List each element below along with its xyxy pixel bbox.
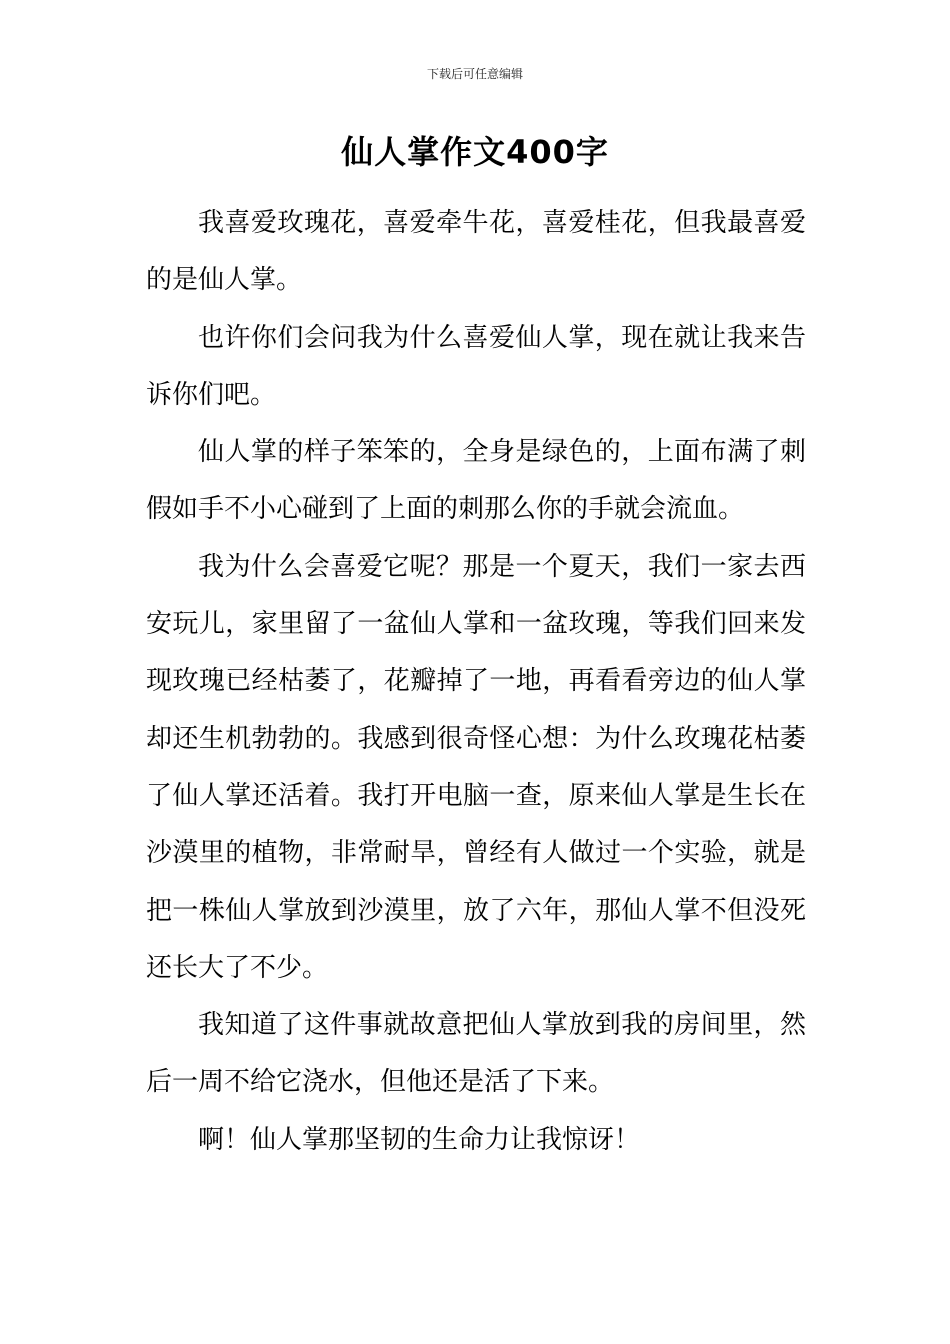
essay-body [146,195,806,1169]
paragraph-5: 我知道了这件事就故意把仙人掌放到我的房间里，然后一周不给它浇水，但他还是活了下来。 [146,1010,806,1098]
paragraph-3: 仙人掌的样子笨笨的，全身是绿色的，上面布满了刺假如手不小心碰到了上面的刺那么你的手就会流血。 [146,437,806,525]
page-header: 下载后可任意编辑 [426,67,523,81]
paragraph-4: 我为什么会喜爱它呢？那是一个夏天，我们一家去西安玩儿，家里留了一盆仙人掌和一盆玫瑰，等我们回来发现玫瑰已经枯萎了，花瓣掉了一地，再看看旁边的仙人掌却还生机勃勃的。我感到很奇怪心想：为什么玫瑰花枯萎了仙人掌还活着。我打开电脑一查，原来仙人掌是生长在沙漠里的植物，非常耐旱，曾经有人做过一个实验，就是把一株仙人掌放到沙漠里，放了六年，那仙人掌不但没死还长大了不少。 [146,551,806,983]
paragraph-1: 我喜爱玫瑰花，喜爱牵牛花，喜爱桂花，但我最喜爱的是仙人掌。 [146,208,806,296]
paragraph-6: 啊！仙人掌那坚韧的生命力让我惊讶！ [198,1124,641,1155]
document-title: 仙人掌作文400字 [341,133,609,171]
paragraph-2: 也许你们会问我为什么喜爱仙人掌，现在就让我来告诉你们吧。 [146,322,806,410]
